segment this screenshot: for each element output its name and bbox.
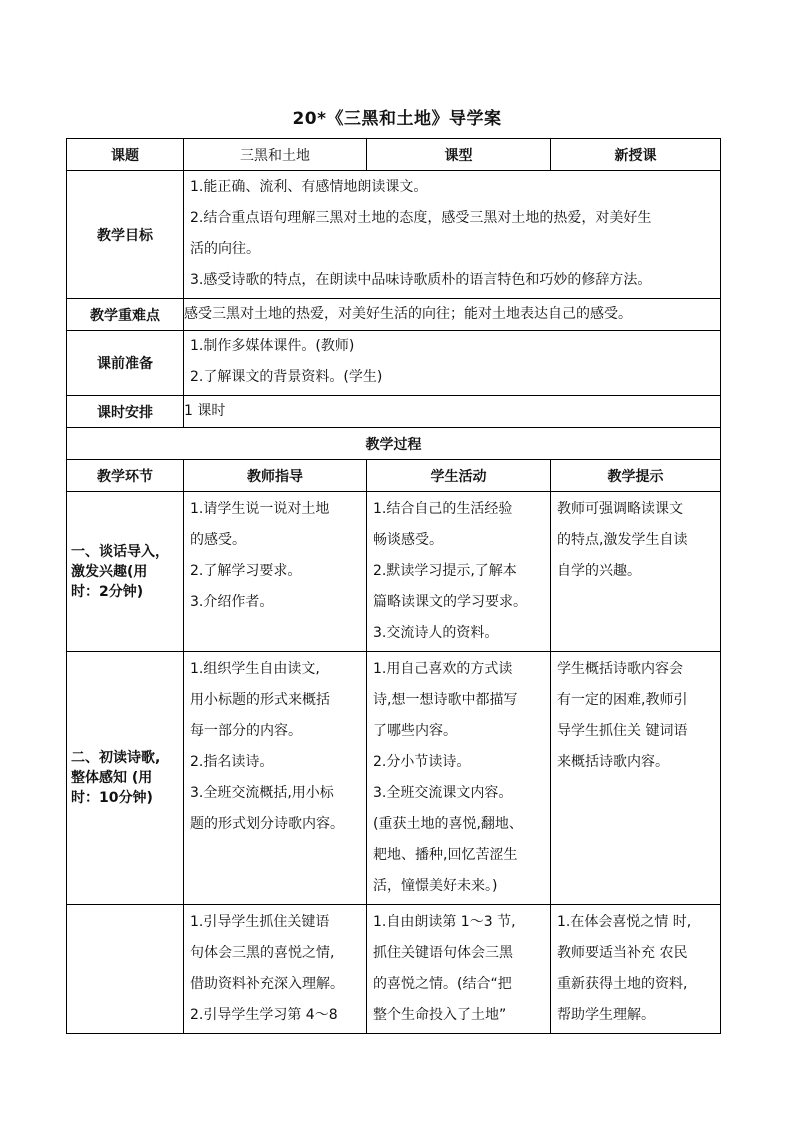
teacher-cell — [184, 905, 367, 1034]
teacher-line: 1.请学生说一说对土地 — [190, 501, 330, 517]
teacher-line: 1.引导学生抓住关键语 — [190, 914, 330, 930]
process-title: 教学过程 — [67, 428, 721, 460]
header-stage: 教学环节 — [67, 460, 184, 492]
header-tips: 教学提示 — [551, 460, 721, 492]
student-line: 3.交流诗人的资料。 — [373, 625, 499, 641]
keypoints-label: 教学重难点 — [67, 299, 184, 331]
goals-label: 教学目标 — [67, 171, 184, 299]
process-row — [67, 492, 721, 652]
tips-line: 重新获得土地的资料, — [557, 976, 688, 992]
topic-row — [67, 139, 721, 171]
hours-row — [67, 396, 721, 428]
stage-line: 一、谈话导入， — [71, 543, 169, 560]
tips-cell — [551, 492, 721, 652]
teacher-line: 3.全班交流概括,用小标 — [190, 785, 334, 801]
teacher-line: 借助资料补充深入理解。 — [190, 976, 344, 992]
teacher-line: 每一部分的内容。 — [190, 723, 302, 739]
goals-content — [184, 171, 721, 299]
process-header-row — [67, 460, 721, 492]
student-line: 的喜悦之情。(结合“把 — [373, 976, 512, 992]
teacher-line: 题的形式划分诗歌内容。 — [190, 816, 344, 832]
student-line: 2.分小节读诗。 — [373, 754, 471, 770]
student-line: 耙地、播种,回忆苦涩生 — [373, 847, 518, 863]
stage-line: 时：10分钟) — [71, 790, 153, 806]
stage-cell — [67, 492, 184, 652]
prep-item: 2.了解课文的背景资料。(学生) — [190, 369, 383, 385]
topic-value: 三黑和土地 — [184, 139, 367, 171]
study-guide-table — [66, 138, 721, 1034]
student-line: 2.默读学习提示,了解本 — [373, 563, 517, 579]
prep-label: 课前准备 — [67, 331, 184, 396]
hours-value: 1 课时 — [184, 396, 721, 428]
tips-line: 学生概括诗歌内容会 — [557, 661, 683, 677]
goal-item: 活的向往。 — [190, 241, 260, 257]
goal-item: 1.能正确、流利、有感情地朗读课文。 — [190, 179, 428, 195]
header-student: 学生活动 — [367, 460, 551, 492]
tips-line: 帮助学生理解。 — [557, 1007, 655, 1023]
prep-row — [67, 331, 721, 396]
student-line: 1.用自己喜欢的方式读 — [373, 661, 513, 677]
student-line: 畅谈感受。 — [373, 532, 443, 548]
teacher-cell — [184, 652, 367, 905]
teacher-line: 1.组织学生自由读文, — [190, 661, 320, 677]
tips-line: 的特点,激发学生自读 — [557, 532, 688, 548]
teacher-line: 句体会三黑的喜悦之情, — [190, 945, 335, 961]
header-teacher: 教师指导 — [184, 460, 367, 492]
tips-line: 1.在体会喜悦之情 时, — [557, 914, 692, 930]
student-cell — [367, 905, 551, 1034]
tips-line: 自学的兴趣。 — [557, 563, 641, 579]
student-line: 抓住关键语句体会三黑 — [373, 945, 513, 961]
keypoints-row — [67, 299, 721, 331]
student-line: 3.全班交流课文内容。 — [373, 785, 513, 801]
hours-label: 课时安排 — [67, 396, 184, 428]
stage-line: 激发兴趣(用 — [71, 563, 148, 580]
stage-line: 整体感知 (用 — [71, 770, 153, 786]
page-title: 20*《三黑和土地》导学案 — [292, 109, 502, 129]
student-line: 1.结合自己的生活经验 — [373, 501, 513, 517]
process-row — [67, 652, 721, 905]
prep-item: 1.制作多媒体课件。(教师) — [190, 338, 355, 354]
tips-line: 教师可强调略读课文 — [557, 501, 683, 517]
student-line: (重获土地的喜悦,翻地、 — [373, 816, 523, 832]
student-line: 篇略读课文的学习要求。 — [373, 594, 527, 610]
stage-line: 时：2分钟) — [71, 583, 144, 600]
stage-cell — [67, 905, 184, 1034]
process-title-row — [67, 428, 721, 460]
goals-row — [67, 171, 721, 299]
type-label: 课型 — [367, 139, 551, 171]
stage-line: 二、初读诗歌, — [71, 750, 161, 766]
tips-line: 教师要适当补充 农民 — [557, 945, 688, 961]
goal-item: 2.结合重点语句理解三黑对土地的态度，感受三黑对土地的热爱，对美好生 — [190, 210, 652, 226]
student-line: 活，憧憬美好未来。) — [373, 878, 498, 894]
goal-item: 3.感受诗歌的特点，在朗读中品味诗歌质朴的语言特色和巧妙的修辞方法。 — [190, 272, 652, 288]
teacher-line: 用小标题的形式来概括 — [190, 692, 330, 708]
teacher-line: 2.了解学习要求。 — [190, 563, 302, 579]
keypoints-value: 感受三黑对土地的热爱，对美好生活的向往；能对土地表达自己的感受。 — [184, 299, 721, 331]
teacher-line: 3.介绍作者。 — [190, 594, 274, 610]
type-value: 新授课 — [551, 139, 721, 171]
student-line: 整个生命投入了土地” — [373, 1007, 507, 1023]
prep-content — [184, 331, 721, 396]
topic-label: 课题 — [67, 139, 184, 171]
student-line: 诗,想一想诗歌中都描写 — [373, 692, 518, 708]
teacher-line: 2.引导学生学习第 4～8 — [190, 1007, 338, 1023]
tips-line: 有一定的困难,教师引 — [557, 692, 688, 708]
teacher-cell — [184, 492, 367, 652]
teacher-line: 的感受。 — [190, 532, 246, 548]
student-line: 1.自由朗读第 1～3 节, — [373, 914, 516, 930]
stage-cell — [67, 652, 184, 905]
teacher-line: 2.指名读诗。 — [190, 754, 274, 770]
tips-line: 来概括诗歌内容。 — [557, 754, 669, 770]
student-line: 了哪些内容。 — [373, 723, 457, 739]
student-cell — [367, 492, 551, 652]
tips-cell — [551, 905, 721, 1034]
tips-cell — [551, 652, 721, 905]
tips-line: 导学生抓住关 键词语 — [557, 723, 688, 739]
student-cell — [367, 652, 551, 905]
process-row — [67, 905, 721, 1034]
